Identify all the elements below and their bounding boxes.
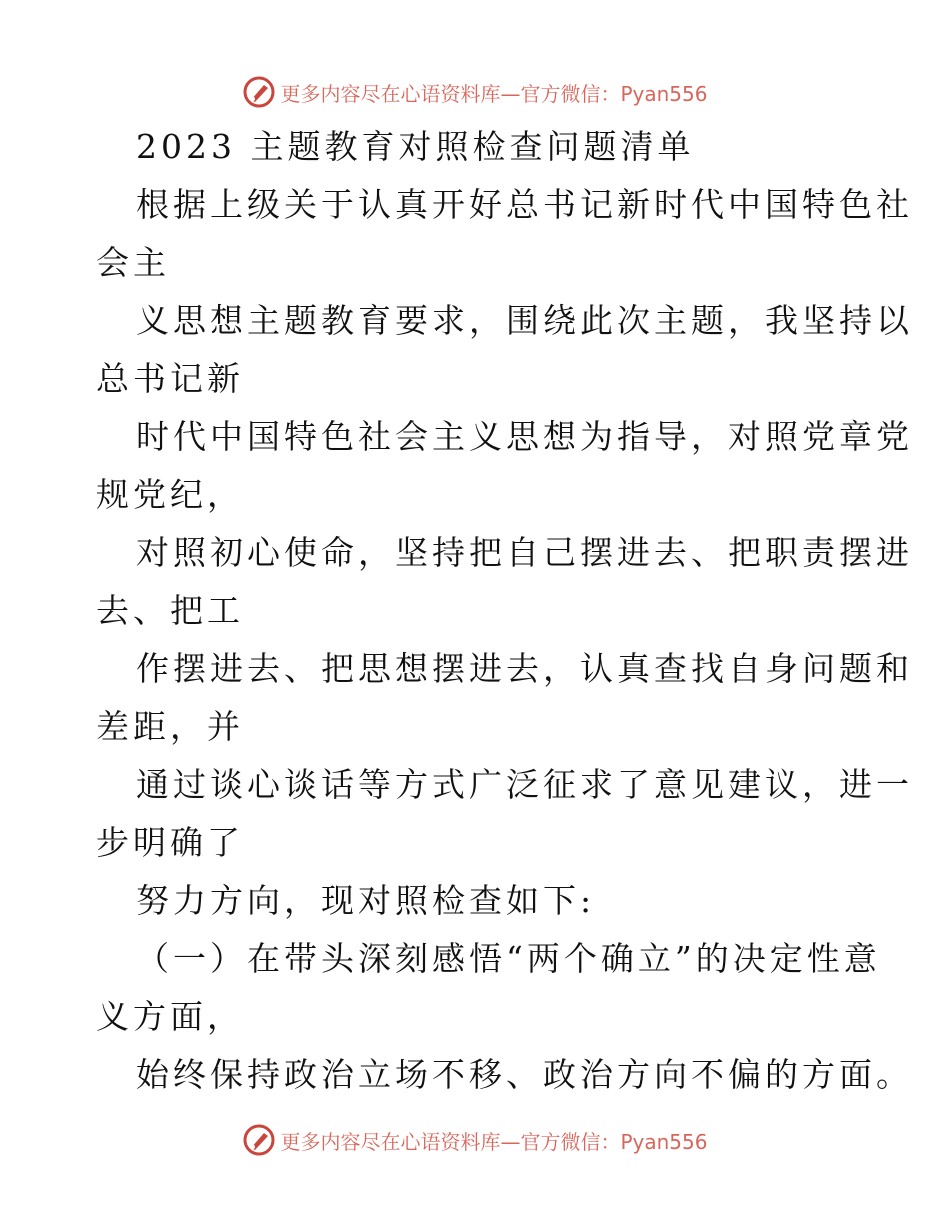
document-body xyxy=(96,118,913,1104)
paragraph-line: 会主 xyxy=(96,243,170,282)
paragraph-line: 通过谈心谈话等方式广泛征求了意见建议，进一 xyxy=(136,765,913,804)
paragraph-line: 根据上级关于认真开好总书记新时代中国特色社 xyxy=(136,185,913,224)
paragraph-line: 作摆进去、把思想摆进去，认真查找自身问题和 xyxy=(136,649,913,688)
paragraph-line: 努力方向，现对照检查如下: xyxy=(136,881,596,920)
paragraph-line: 差距，并 xyxy=(96,707,244,746)
document-title: 2023 主题教育对照检查问题清单 xyxy=(136,127,695,166)
pen-nib-logo-icon xyxy=(242,75,276,109)
paragraph-line: 总书记新 xyxy=(96,359,244,398)
paragraph-line: 义思想主题教育要求，围绕此次主题，我坚持以 xyxy=(136,301,913,340)
watermark-text: 更多内容尽在心语资料库—官方微信：Pyan556 xyxy=(280,1129,708,1154)
section-heading: （一）在带头深刻感悟“两个确立”的决定性意 xyxy=(136,939,881,978)
watermark-text: 更多内容尽在心语资料库—官方微信：Pyan556 xyxy=(280,81,708,106)
paragraph-line: 时代中国特色社会主义思想为指导，对照党章党 xyxy=(136,417,913,456)
paragraph-line: 去、把工 xyxy=(96,591,244,630)
watermark-footer xyxy=(0,1120,950,1160)
watermark-header xyxy=(0,72,950,112)
paragraph-line: 义方面， xyxy=(96,997,244,1036)
paragraph-line: 始终保持政治立场不移、政治方向不偏的方面。 xyxy=(136,1055,913,1094)
paragraph-line: 对照初心使命，坚持把自己摆进去、把职责摆进 xyxy=(136,533,913,572)
paragraph-line: 规党纪， xyxy=(96,475,244,514)
paragraph-line: 步明确了 xyxy=(96,823,244,862)
pen-nib-logo-icon xyxy=(242,1123,276,1157)
